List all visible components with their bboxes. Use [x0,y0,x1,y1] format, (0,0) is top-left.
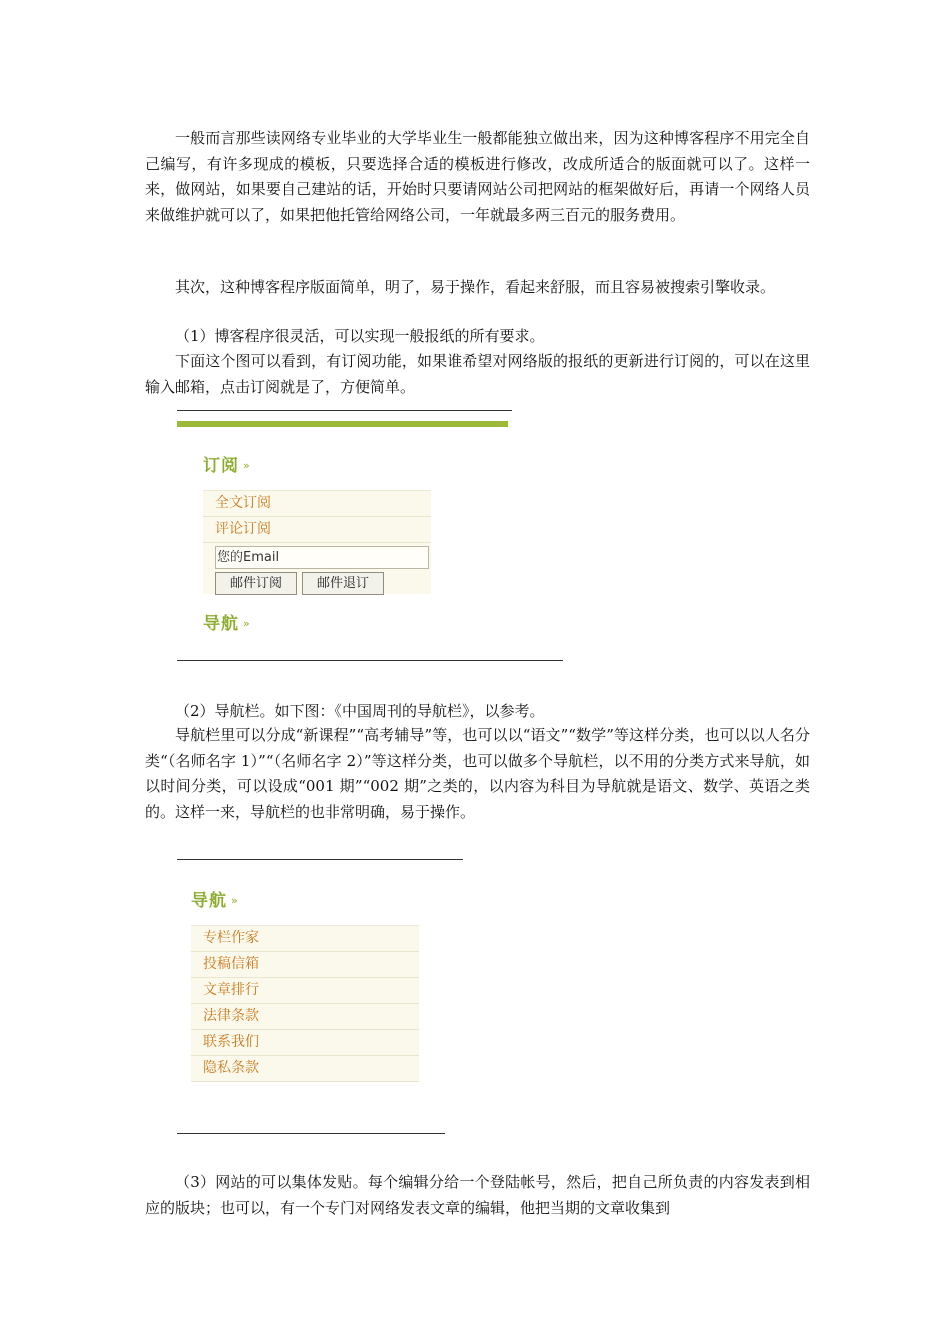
double-chevron-right-icon: » [243,459,251,472]
email-input[interactable]: 您的Email [215,546,429,569]
paragraph-3: （1）博客程序很灵活，可以实现一般报纸的所有要求。 [175,327,545,345]
nav-widget-title [191,886,239,911]
double-chevron-right-icon: » [231,894,239,907]
paragraph-1: 一般而言那些读网络专业毕业的大学毕业生一般都能独立做出来，因为这种博客程序不用完全自己编写，有许多现成的模板，只要选择合适的模板进行修改，改成所适合的版面就可以了。这样一来，做网站，如果要自己建站的话，开始时只要请网站公司把网站的框架做好后，再请一个网络人员来做维护就可以了，如果把他托管给网络公司，一年就最多两三百元的服务费用。 [145,129,810,224]
nav-item-legal[interactable]: 法律条款 [191,1004,419,1030]
mail-subscribe-button[interactable]: 邮件订阅 [215,572,297,595]
paragraph-4: 下面这个图可以看到，有订阅功能，如果谁希望对网络版的报纸的更新进行订阅的，可以在这里输入邮箱，点击订阅就是了，方便简单。 [145,352,810,396]
subscribe-item-comments[interactable]: 评论订阅 [203,517,431,543]
figure2-bottom-rule [177,1133,445,1134]
figure-top-rule [177,410,512,411]
subscribe-item-full[interactable]: 全文订阅 [203,491,431,517]
mail-unsubscribe-button[interactable]: 邮件退订 [302,572,384,595]
double-chevron-right-icon: » [243,617,251,630]
nav-item-columnists[interactable]: 专栏作家 [191,926,419,952]
paragraph-7: （3）网站的可以集体发贴。每个编辑分给一个登陆帐号，然后，把自己所负责的内容发表到相应的版块；也可以，有一个专门对网络发表文章的编辑，他把当期的文章收集到 [145,1173,810,1217]
subscribe-title-text: 订阅 [203,456,239,476]
nav-title-text: 导航 [191,891,227,911]
paragraph-6: 导航栏里可以分成“新课程”“高考辅导”等，也可以以“语文”“数学”等这样分类，也可以以人名分类“（名师名字 1）”“（名师名字 2）”等这样分类，也可以做多个导航栏，以不用的分类方式来导航，如以时间分类，可以设成“001 期”“002 期”之类的，以内容为科目为导航就是语文、数学、英语之类的。这样一来，导航栏的也非常明确，易于操作。 [145,726,810,821]
subscribe-panel [203,490,431,594]
nav-item-submission[interactable]: 投稿信箱 [191,952,419,978]
nav-item-ranking[interactable]: 文章排行 [191,978,419,1004]
subscribe-widget-title [203,451,251,476]
nav-item-privacy[interactable]: 隐私条款 [191,1056,419,1082]
figure2-top-rule [177,859,463,860]
paragraph-2: 其次，这种博客程序版面简单，明了，易于操作，看起来舒服，而且容易被搜索引擎收录。 [175,278,776,296]
paragraph-5: （2）导航栏。如下图：《中国周刊的导航栏》，以参考。 [175,702,545,720]
widget-top-green-bar [177,421,508,427]
nav-title-cut-text: 导航 [203,614,239,634]
next-widget-title-cut [203,609,303,634]
nav-item-contact[interactable]: 联系我们 [191,1030,419,1056]
figure-bottom-rule [177,660,563,661]
nav-panel [191,925,419,1082]
